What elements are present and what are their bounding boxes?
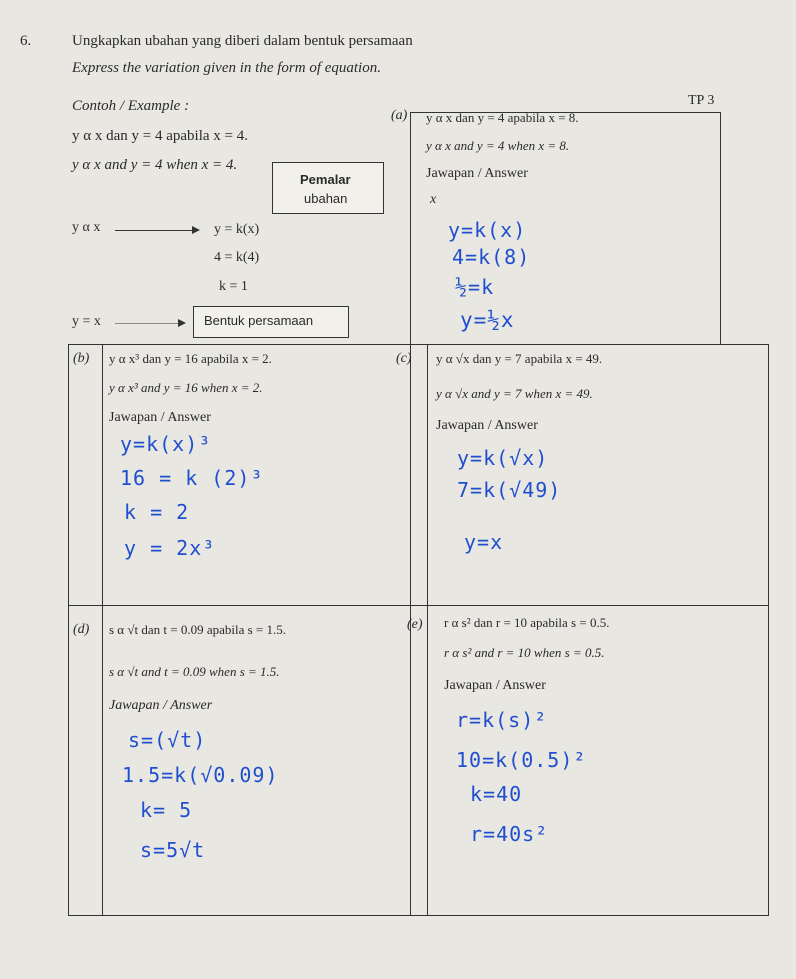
arrow-head-icon	[178, 319, 186, 327]
part-e-hw-1: r=k(s)²	[456, 708, 548, 732]
part-a-hw-4: y=½x	[460, 308, 515, 332]
part-c-answer-label: Jawapan / Answer	[436, 418, 538, 433]
part-c-hw-1: y=k(√x)	[457, 446, 549, 470]
part-b-answer-label: Jawapan / Answer	[109, 410, 211, 425]
grid-line	[768, 344, 769, 916]
part-e-question-en: r α s² and r = 10 when s = 0.5.	[444, 645, 605, 660]
part-b-question-en: y α x³ and y = 16 when x = 2.	[109, 380, 263, 395]
part-c-hw-2: 7=k(√49)	[457, 478, 562, 502]
part-b-hw-4: y = 2x³	[124, 536, 216, 560]
grid-line	[68, 605, 768, 606]
example-step-left: y α x	[72, 220, 101, 235]
part-d-question-ms: s α √t dan t = 0.09 apabila s = 1.5.	[109, 622, 287, 637]
part-b-label: (b)	[73, 351, 90, 366]
part-e-hw-4: r=40s²	[470, 822, 549, 846]
grid-line	[102, 344, 103, 916]
part-c-label: (c)	[396, 351, 412, 366]
part-c-question-en: y α √x and y = 7 when x = 49.	[436, 386, 593, 401]
equation-form-box	[193, 306, 349, 338]
part-a-answer-label: Jawapan / Answer	[426, 166, 528, 181]
part-e-hw-2: 10=k(0.5)²	[456, 748, 587, 772]
example-line-ms: y α x dan y = 4 apabila x = 4.	[72, 128, 248, 144]
example-step-3: k = 1	[219, 279, 248, 294]
question-title-en: Express the variation given in the form of equation.	[72, 60, 381, 76]
grid-line	[68, 344, 69, 916]
example-step-1: y = k(x)	[214, 222, 260, 237]
part-d-hw-4: s=5√t	[140, 838, 206, 862]
part-d-question-en: s α √t and t = 0.09 when s = 1.5.	[109, 664, 280, 679]
grid-line	[68, 915, 769, 916]
part-b-hw-2: 16 = k (2)³	[120, 466, 264, 490]
arrow-line	[115, 323, 180, 324]
part-a-question-ms: y α x dan y = 4 apabila x = 8.	[426, 110, 579, 125]
constant-box-label-1: Pemalar	[300, 172, 351, 187]
example-step-2: 4 = k(4)	[214, 250, 260, 265]
example-heading: Contoh / Example :	[72, 98, 190, 114]
part-e-hw-3: k=40	[470, 782, 523, 806]
part-a-answer-var: x	[430, 192, 437, 207]
part-c-question-ms: y α √x dan y = 7 apabila x = 49.	[436, 351, 603, 366]
constant-box-label-2: ubahan	[304, 191, 348, 206]
part-d-hw-3: k= 5	[140, 798, 193, 822]
part-e-question-ms: r α s² dan r = 10 apabila s = 0.5.	[444, 615, 610, 630]
part-e-answer-label: Jawapan / Answer	[444, 678, 546, 693]
part-a-hw-2: 4=k(8)	[452, 245, 531, 269]
part-a-question-en: y α x and y = 4 when x = 8.	[426, 138, 570, 153]
arrow-head-icon	[192, 226, 200, 234]
part-d-hw-1: s=(√t)	[128, 728, 207, 752]
part-d-answer-label: Jawapan / Answer	[109, 698, 213, 713]
part-d-hw-2: 1.5=k(√0.09)	[122, 763, 279, 787]
tp-level: TP 3	[688, 93, 715, 108]
part-b-hw-3: k = 2	[124, 500, 190, 524]
grid-line	[68, 344, 768, 345]
part-a-label: (a)	[391, 108, 408, 123]
example-result-left: y = x	[72, 314, 101, 329]
question-title-ms: Ungkapkan ubahan yang diberi dalam bentuk persamaan	[72, 33, 413, 49]
part-a-hw-3: ½=k	[455, 275, 495, 299]
arrow-line	[115, 230, 192, 231]
grid-line	[720, 112, 721, 344]
part-a-hw-1: y=k(x)	[448, 218, 527, 242]
grid-line	[427, 344, 428, 916]
grid-line	[410, 112, 411, 915]
example-line-en: y α x and y = 4 when x = 4.	[72, 157, 238, 173]
part-c-hw-3: y=x	[464, 530, 504, 554]
part-b-question-ms: y α x³ dan y = 16 apabila x = 2.	[109, 351, 272, 366]
equation-form-label: Bentuk persamaan	[204, 313, 314, 328]
part-b-hw-1: y=k(x)³	[120, 432, 212, 456]
part-d-label: (d)	[73, 622, 90, 637]
part-e-label: (e)	[407, 617, 423, 632]
constant-box	[272, 162, 384, 214]
question-number: 6.	[20, 33, 32, 49]
